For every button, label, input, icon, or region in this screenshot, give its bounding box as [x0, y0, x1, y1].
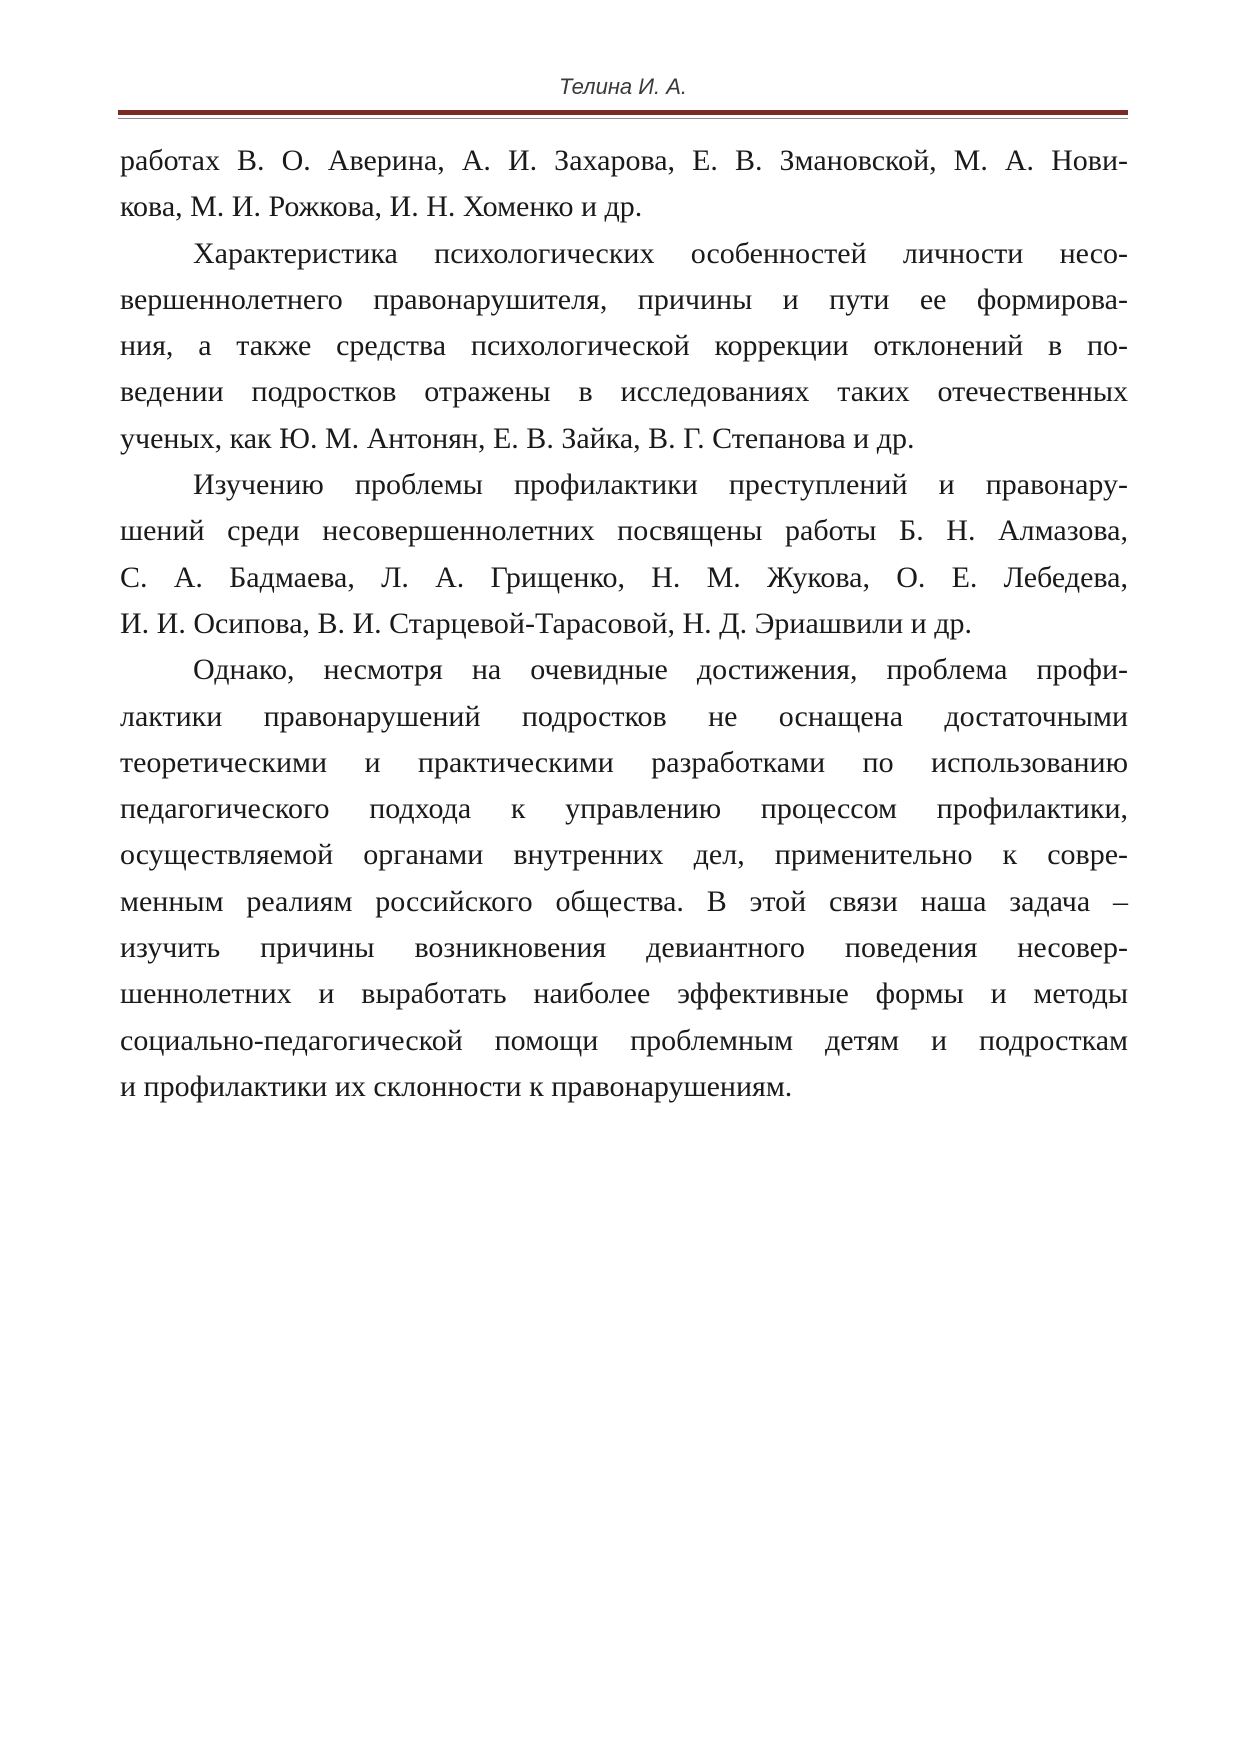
text-line: шений среди несовершеннолетних посвящены работы Б. Н. Алмазова, — [120, 514, 1128, 548]
text-line: и профилактики их склонности к правонарушениям. — [120, 1069, 793, 1103]
text-line: социально-педагогической помощи проблемным детям и подросткам — [120, 1023, 1128, 1057]
text-line: ния, а также средства психологической коррекции отклонений в по- — [120, 329, 1128, 363]
text-line: педагогического подхода к управлению процессом профилактики, — [120, 792, 1128, 826]
text-line: С. А. Бадмаева, Л. А. Грищенко, Н. М. Жукова, О. Е. Лебедева, — [120, 560, 1128, 594]
text-line: ученых, как Ю. М. Антонян, Е. В. Зайка, В. Г. Степанова и др. — [120, 421, 915, 455]
header-rule-thick — [118, 110, 1128, 115]
text-line: Характеристика психологических особенностей личности несо- — [193, 236, 1128, 270]
text-line: ведении подростков отражены в исследованиях таких отечественных — [120, 375, 1128, 409]
text-line: менным реалиям российского общества. В этой связи наша задача – — [120, 884, 1128, 918]
text-line: изучить причины возникновения девиантного поведения несовер- — [120, 931, 1128, 965]
paragraph-4 — [120, 647, 1128, 1110]
text-line: теоретическими и практическими разработками по использованию — [120, 745, 1128, 779]
text-line: кова, М. И. Рожкова, И. Н. Хоменко и др. — [120, 190, 643, 224]
body-text — [120, 138, 1128, 1110]
text-line: И. И. Осипова, В. И. Старцевой-Тарасовой, Н. Д. Эриашвили и др. — [120, 606, 972, 640]
text-line: осуществляемой органами внутренних дел, применительно к совре- — [120, 838, 1128, 872]
paragraph-1 — [120, 138, 1128, 231]
text-line: шеннолетних и выработать наиболее эффективные формы и методы — [120, 977, 1128, 1011]
header-rule-thin — [118, 118, 1128, 119]
text-line: вершеннолетнего правонарушителя, причины и пути ее формирова- — [120, 282, 1128, 316]
paragraph-2 — [120, 231, 1128, 462]
text-line: работах В. О. Аверина, А. И. Захарова, Е. В. Змановской, М. А. Нови- — [120, 144, 1128, 177]
text-line: Изучению проблемы профилактики преступлений и правонару- — [193, 468, 1128, 502]
running-header: Телина И. А. — [558, 74, 688, 99]
paragraph-3 — [120, 462, 1128, 647]
text-line: Однако, несмотря на очевидные достижения, проблема профи- — [193, 653, 1128, 687]
text-line: лактики правонарушений подростков не оснащена достаточными — [120, 699, 1128, 733]
